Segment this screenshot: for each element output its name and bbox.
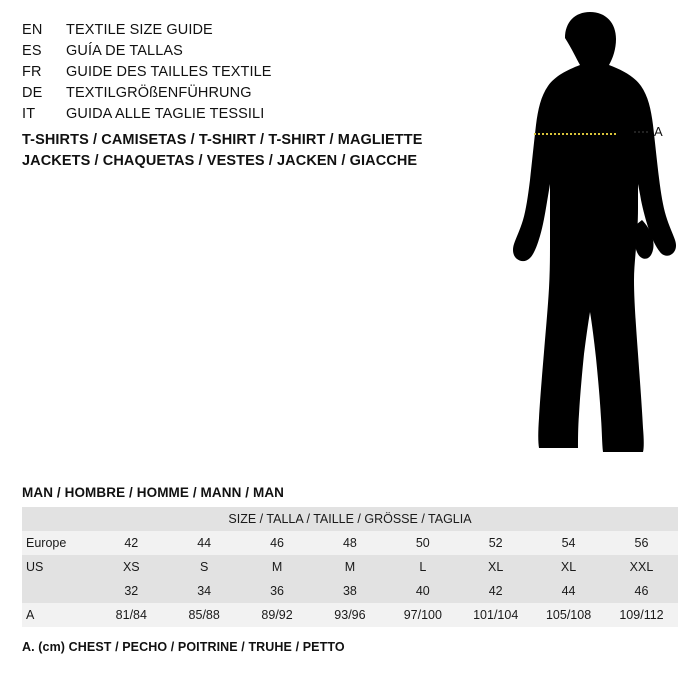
- chest-footnote: A. (cm) CHEST / PECHO / POITRINE / TRUHE / PETTO: [22, 640, 345, 654]
- table-row: [22, 579, 678, 603]
- cell: 46: [634, 584, 649, 598]
- language-row: [22, 22, 442, 43]
- cell: 50: [415, 536, 430, 550]
- cell: 44: [197, 536, 212, 550]
- size-chart: [22, 485, 678, 627]
- table-header-row: [22, 507, 678, 531]
- cell: 34: [197, 584, 212, 598]
- category-jackets: JACKETS / CHAQUETAS / VESTES / JACKEN / GIACCHE: [22, 153, 418, 169]
- language-row: [22, 85, 442, 106]
- language-row: [22, 64, 442, 85]
- cell: 105/108: [545, 608, 592, 622]
- chest-measure-leader: [634, 131, 648, 133]
- cell: 42: [124, 536, 139, 550]
- language-title: TEXTILGRÖßENFÜHRUNG: [66, 85, 252, 101]
- row-label-us-numeric: [22, 579, 95, 603]
- language-code: ES: [22, 43, 42, 59]
- cell: 54: [561, 536, 576, 550]
- table-row: [22, 603, 678, 627]
- cell: 44: [561, 584, 576, 598]
- cell: M: [271, 560, 283, 574]
- row-label-chest: A: [26, 608, 35, 622]
- cell: 93/96: [334, 608, 366, 622]
- language-code: IT: [22, 106, 36, 122]
- row-label-us: US: [26, 560, 44, 574]
- language-row: [22, 106, 442, 127]
- category-tshirts: T-SHIRTS / CAMISETAS / T-SHIRT / T-SHIRT / MAGLIETTE: [22, 132, 423, 148]
- cell: XL: [560, 560, 577, 574]
- cell: 81/84: [115, 608, 147, 622]
- language-row: [22, 43, 442, 64]
- cell: 48: [342, 536, 357, 550]
- cell: L: [419, 560, 427, 574]
- cell: 109/112: [619, 608, 664, 622]
- male-silhouette-figure: [470, 8, 690, 468]
- language-title: TEXTILE SIZE GUIDE: [66, 22, 213, 38]
- table-row: [22, 555, 678, 579]
- cell: 85/88: [188, 608, 220, 622]
- silhouette-icon: [470, 8, 690, 468]
- cell: XL: [488, 560, 504, 574]
- row-label-europe: Europe: [26, 536, 67, 550]
- cell: 89/92: [261, 608, 293, 622]
- cell: XXL: [629, 560, 654, 574]
- cell: 101/104: [473, 608, 519, 622]
- size-table: [22, 507, 678, 627]
- table-row: [22, 531, 678, 555]
- cell: 40: [415, 584, 430, 598]
- language-code: DE: [22, 85, 43, 101]
- cell: 36: [270, 584, 285, 598]
- cell: 32: [124, 584, 139, 598]
- cell: S: [200, 560, 209, 574]
- cell: 46: [270, 536, 285, 550]
- cell: 52: [488, 536, 503, 550]
- language-list: [22, 22, 442, 127]
- cell: 38: [342, 584, 357, 598]
- language-code: FR: [22, 64, 42, 80]
- language-title: GUÍA DE TALLAS: [66, 43, 183, 59]
- language-title: GUIDE DES TAILLES TEXTILE: [66, 64, 272, 80]
- cell: M: [344, 560, 356, 574]
- size-table-header: SIZE / TALLA / TAILLE / GRÖSSE / TAGLIA: [22, 507, 678, 531]
- chest-measure-label: A: [654, 124, 663, 139]
- chest-measure-line: [534, 133, 616, 135]
- size-chart-title: MAN / HOMBRE / HOMME / MANN / MAN: [22, 485, 285, 500]
- cell: 56: [634, 536, 649, 550]
- cell: 42: [488, 584, 503, 598]
- language-code: EN: [22, 22, 43, 38]
- cell: XS: [122, 560, 140, 574]
- garment-categories: [22, 130, 492, 172]
- language-title: GUIDA ALLE TAGLIE TESSILI: [66, 106, 265, 122]
- cell: 97/100: [403, 608, 442, 622]
